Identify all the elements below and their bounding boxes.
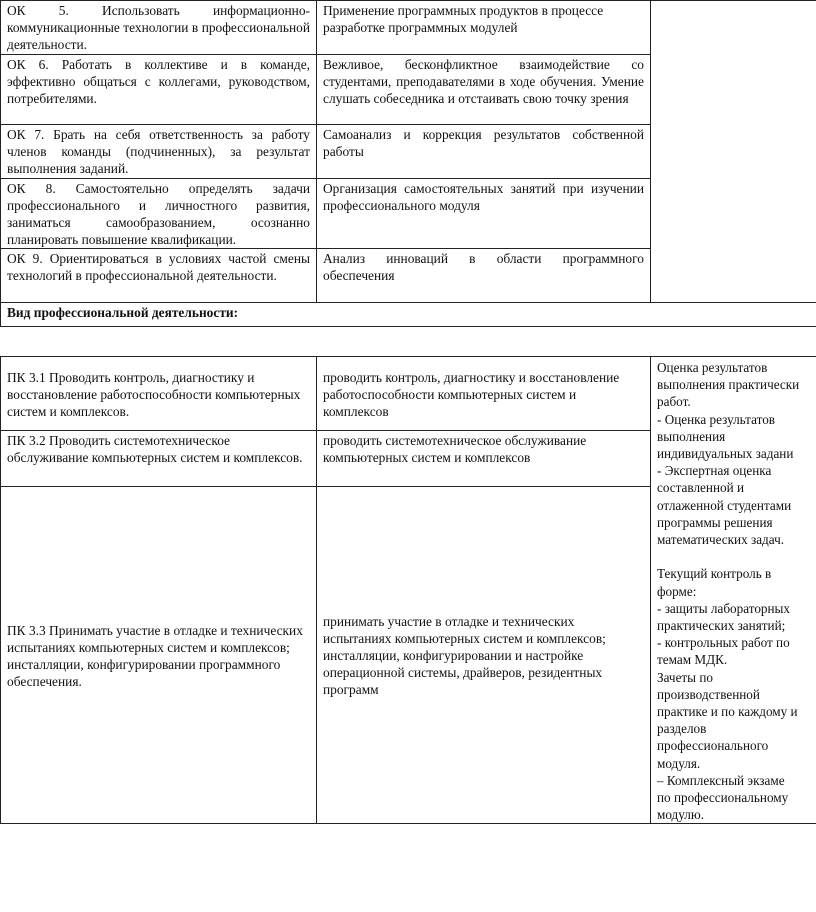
assessment-line: - Экспертная оценка: [657, 463, 772, 479]
competence-cell: ПК 3.1 Проводить контроль, диагностику и восстановление работоспособности компьютерных систем и комплексов.: [1, 357, 317, 431]
assessment-line: индивидуальных задани: [657, 446, 794, 462]
assessment-line: производственной: [657, 686, 760, 702]
competence-cell: ОК 6. Работать в коллективе и в команде, эффективно общаться с коллегами, руководством, потребителями.: [1, 55, 317, 125]
table-row: [1, 357, 816, 431]
professional-competences-table: [0, 356, 816, 824]
assessment-line: программы решения: [657, 514, 773, 530]
result-cell: Организация самостоятельных занятий при изучении профессионального модуля: [317, 179, 651, 249]
competence-cell: ОК 5. Использовать информационно-коммуникационные технологии в профессиональной деятельности.: [1, 1, 317, 55]
assessment-line: модуля.: [657, 755, 701, 771]
competence-cell: ОК 8. Самостоятельно определять задачи профессионального и личностного развития, заниматься самообразованием, осознанно планировать повышение квалификации.: [1, 179, 317, 249]
assessment-line: составленной и: [657, 480, 745, 496]
assessment-line: разделов: [657, 721, 707, 737]
assessment-line: [657, 548, 816, 565]
assessment-line: Оценка результатов: [657, 360, 768, 375]
result-cell: Самоанализ и коррекция результатов собственной работы: [317, 125, 651, 179]
assessment-line: - контрольных работ по: [657, 635, 790, 651]
assessment-cell-empty: [651, 1, 816, 303]
assessment-line: Текущий контроль в: [657, 566, 772, 582]
result-cell: Вежливое, бесконфликтное взаимодействие со студентами, преподавателями в ходе обучения. Умение слушать собеседника и отстаивать свою точку зрения: [317, 55, 651, 125]
assessment-line: по профессиональному: [657, 790, 789, 806]
assessment-line: - Оценка результатов: [657, 411, 776, 427]
result-cell: проводить контроль, диагностику и восстановление работоспособности компьютерных систем и комплексов: [317, 357, 651, 431]
assessment-line: выполнения практически: [657, 377, 800, 393]
competence-cell: ПК 3.2 Проводить системотехническое обслуживание компьютерных систем и комплексов.: [1, 431, 317, 487]
competence-cell: ОК 9. Ориентироваться в условиях частой смены технологий в профессиональной деятельности.: [1, 249, 317, 303]
assessment-line: – Комплексный экзаме: [657, 772, 785, 788]
section-heading: Вид профессиональной деятельности:: [1, 303, 816, 327]
result-cell: Применение программных продуктов в процессе разработке программных модулей: [317, 1, 651, 55]
competence-cell: ПК 3.3 Принимать участие в отладке и технических испытаниях компьютерных систем и комплексов; инсталляции, конфигурировании программного обеспечения.: [1, 487, 317, 824]
assessment-line: профессионального: [657, 738, 769, 754]
assessment-line: работ.: [657, 394, 691, 410]
result-cell: принимать участие в отладке и технических испытаниях компьютерных систем и комплексов; инсталляции, конфигурировании и настройке операционной системы, драйверов, резидентных программ: [317, 487, 651, 824]
result-cell: Анализ инноваций в области программного обеспечения: [317, 249, 651, 303]
assessment-line: математических задач.: [657, 532, 785, 548]
general-competences-table: [0, 0, 816, 327]
result-cell: проводить системотехническое обслуживание компьютерных систем и комплексов: [317, 431, 651, 487]
assessment-line: темам МДК.: [657, 652, 728, 668]
assessment-cell: [651, 357, 816, 824]
assessment-line: практических занятий;: [657, 618, 786, 634]
section-heading-row: [1, 303, 816, 327]
assessment-text: [657, 359, 816, 823]
assessment-line: отлаженной студентами: [657, 497, 792, 513]
assessment-line: - защиты лабораторных: [657, 600, 791, 616]
assessment-line: практике и по каждому и: [657, 704, 798, 720]
assessment-line: форме:: [657, 583, 697, 599]
assessment-line: выполнения: [657, 428, 726, 444]
assessment-line: Зачеты по: [657, 669, 713, 685]
competence-cell: ОК 7. Брать на себя ответственность за работу членов команды (подчиненных), за результат выполнения заданий.: [1, 125, 317, 179]
assessment-line: модулю.: [657, 807, 705, 823]
table-row: [1, 1, 816, 55]
